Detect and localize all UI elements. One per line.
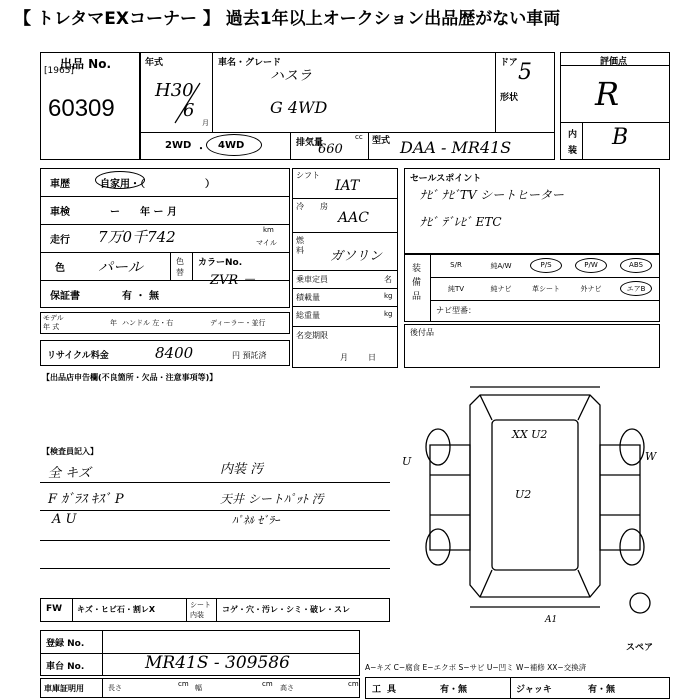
seat-options: コゲ・穴・汚レ・シミ・破レ・スレ <box>222 605 350 614</box>
interior-label-1: 内 <box>568 130 578 140</box>
handle-label: ハンドル 左・右 <box>122 319 174 327</box>
garage-cert-label: 車庫証明用 <box>44 684 84 693</box>
capacity-unit: 名 <box>384 275 392 284</box>
mileage-value: 7万0千742 <box>98 228 176 246</box>
name-change-label: 名変期限 <box>296 331 328 340</box>
retrofit-box <box>404 324 660 368</box>
damage-legend: A−キズ C−腐食 E−エクボ S−サビ U−凹ミ W−補修 XX−交換済 <box>365 663 587 672</box>
car-name-label: 車名・グレード <box>218 58 282 68</box>
equipment-option-circle <box>620 281 652 296</box>
door-label: ドア <box>500 58 518 68</box>
equipment-option: エアB <box>626 285 646 293</box>
equipment-option: 革シート <box>532 285 560 293</box>
interior-value: B <box>612 125 629 150</box>
navi-label: ナビ型番： <box>436 306 476 315</box>
displacement-label: 排気量 <box>296 138 324 148</box>
type-label: 型式 <box>372 136 391 146</box>
inspector-label: 【検査員記入】 <box>42 447 98 456</box>
equipment-option: P/W <box>584 261 598 269</box>
shift-value: IAT <box>335 178 360 194</box>
color-change-label-2: 替 <box>176 268 184 277</box>
history-options: 自家用・（ ） <box>100 179 215 190</box>
load-unit: kg <box>384 292 393 300</box>
equipment-option: S/R <box>450 261 462 269</box>
weight-label: 総重量 <box>296 311 320 320</box>
month-value: 6 <box>183 100 195 121</box>
mileage-unit-km: km <box>263 226 274 234</box>
fw-label: FW <box>46 604 63 614</box>
weight-unit: kg <box>384 310 393 318</box>
model-label-2: 年 式 <box>43 323 60 331</box>
grade-value: G 4WD <box>270 98 328 117</box>
sales-label: セールスポイント <box>410 174 482 184</box>
length-unit: cm <box>178 680 189 688</box>
color-change-label-1: 色 <box>176 257 184 266</box>
dealer-label: ディーラー・並行 <box>210 319 266 327</box>
recycle-value: 8400 <box>155 344 194 362</box>
note-2-left: F ｶﾞﾗｽ ｷｽﾞ P <box>48 492 124 507</box>
door-value: 5 <box>518 60 532 85</box>
drive-separator: ・ <box>196 144 206 155</box>
warranty-label: 保証書 <box>50 291 80 302</box>
ac-label-1: 冷 <box>296 202 304 211</box>
car-diagram <box>400 375 675 615</box>
mileage-unit-mile: マイル <box>256 239 277 247</box>
note-1-left: 全 キズ <box>48 466 91 481</box>
jack-label: ジャッキ <box>516 685 552 695</box>
sales-line-1: ﾅﾋﾞ ﾅﾋﾞTV シートヒーター <box>420 188 564 202</box>
equipment-option: 純A/W <box>490 262 512 270</box>
capacity-label: 乗車定員 <box>296 275 328 284</box>
shift-label: シフト <box>296 171 320 180</box>
drive-4wd: 4WD <box>218 140 245 151</box>
equipment-option-circle <box>530 258 562 273</box>
ac-value: AAC <box>338 210 369 226</box>
year-value: H30 <box>155 80 194 101</box>
car-name-value: ハスラ <box>270 68 312 84</box>
chassis-no-value: MR41S - 309586 <box>145 653 290 673</box>
lot-sub-number: [1965] <box>44 66 74 76</box>
seat-label-1: シート <box>190 601 211 609</box>
displacement-value: 660 <box>318 142 343 157</box>
recycle-label: リサイクル料金 <box>47 351 109 361</box>
color-value: パール <box>98 258 143 276</box>
reg-no-label: 登録 No. <box>46 639 85 649</box>
page-title: 【 トレタマEXコーナー 】 過去1年以上オークション出品歴がない車両 <box>14 8 561 29</box>
fuel-label-2: 料 <box>296 246 304 255</box>
jack-options: 有・無 <box>588 685 616 695</box>
tools-label: 工具 <box>372 685 403 695</box>
retrofit-label: 後付品 <box>410 328 434 337</box>
score-label: 評価点 <box>600 57 628 67</box>
year-label: 年式 <box>145 58 164 68</box>
length-label: 長さ <box>108 684 122 692</box>
equipment-option: 純TV <box>447 285 465 293</box>
color-label: 色 <box>55 263 65 274</box>
diagram-mark-front: XX U2 <box>512 428 548 441</box>
seat-label-2: 内装 <box>190 611 204 619</box>
score-value: R <box>595 75 620 113</box>
color-no-label: カラーNo. <box>198 258 243 268</box>
note-3-left: A U <box>52 512 77 527</box>
equipment-option-circle <box>575 258 607 273</box>
drive-4wd-circle <box>206 134 262 156</box>
equipment-label: 装備品 <box>412 264 422 302</box>
cc-unit: cc <box>355 133 363 141</box>
drive-2wd: 2WD <box>165 140 192 151</box>
fuel-label-1: 燃 <box>296 236 304 245</box>
diagram-mark-rear: A1 <box>545 615 558 625</box>
interior-label-2: 装 <box>568 146 578 156</box>
diagram-mark-left: U <box>402 455 412 468</box>
fuel-value: ガソリン <box>330 249 383 264</box>
type-value: DAA - MR41S <box>400 138 512 157</box>
width-unit: cm <box>262 680 273 688</box>
diagram-mark-right: W <box>645 450 657 463</box>
year-slash <box>160 78 210 128</box>
month-suffix: 月 <box>202 119 209 127</box>
warranty-options: 有 ・ 無 <box>122 291 159 302</box>
equipment-option-circle <box>620 258 652 273</box>
note-3-right: ﾊﾟﾈﾙ ｾﾞﾗｰ <box>232 514 280 527</box>
declaration-label: 【出品店申告欄(不良箇所・欠品・注意事項等)】 <box>42 373 218 382</box>
diagram-mark-center: U2 <box>515 488 532 501</box>
model-label-1: モデル <box>43 314 64 322</box>
tools-options: 有・無 <box>440 685 468 695</box>
equipment-option: P/S <box>540 261 552 269</box>
model-year-unit: 年 <box>110 319 117 327</box>
lot-number: 60309 <box>48 95 115 122</box>
mileage-label: 走行 <box>50 235 70 246</box>
recycle-unit: 円 預託済 <box>232 351 267 360</box>
equipment-option: 外ナビ <box>580 285 602 293</box>
inspection-value: ー 年 ー 月 <box>110 207 177 218</box>
inspection-label: 車検 <box>50 207 70 218</box>
history-private-circle <box>95 171 145 189</box>
lot-label: 出品 No. <box>60 57 112 71</box>
load-label: 積載量 <box>296 293 320 302</box>
spare-label: スペア <box>626 643 654 653</box>
width-label: 幅 <box>195 684 202 692</box>
equipment-option: 純ナビ <box>490 285 512 293</box>
height-label: 高さ <box>280 684 294 692</box>
equipment-option: ABS <box>629 261 643 269</box>
history-label: 車歴 <box>50 179 70 190</box>
note-2-right: 天井 シートﾊﾟｯﾄ 汚 <box>220 492 324 506</box>
color-no-value: ZVR － <box>210 273 256 288</box>
sales-line-2: ﾅﾋﾞ ﾃﾞﾚﾋﾞ ETC <box>420 215 502 229</box>
height-unit: cm <box>348 680 359 688</box>
name-change-unit: 月日 <box>340 353 396 362</box>
ac-label-2: 房 <box>320 202 328 211</box>
shape-label: 形状 <box>500 93 519 103</box>
chassis-no-label: 車台 No. <box>46 662 85 672</box>
fw-options: キズ・ヒビ石・割レX <box>77 605 156 614</box>
note-1-right: 内装 汚 <box>220 462 264 477</box>
